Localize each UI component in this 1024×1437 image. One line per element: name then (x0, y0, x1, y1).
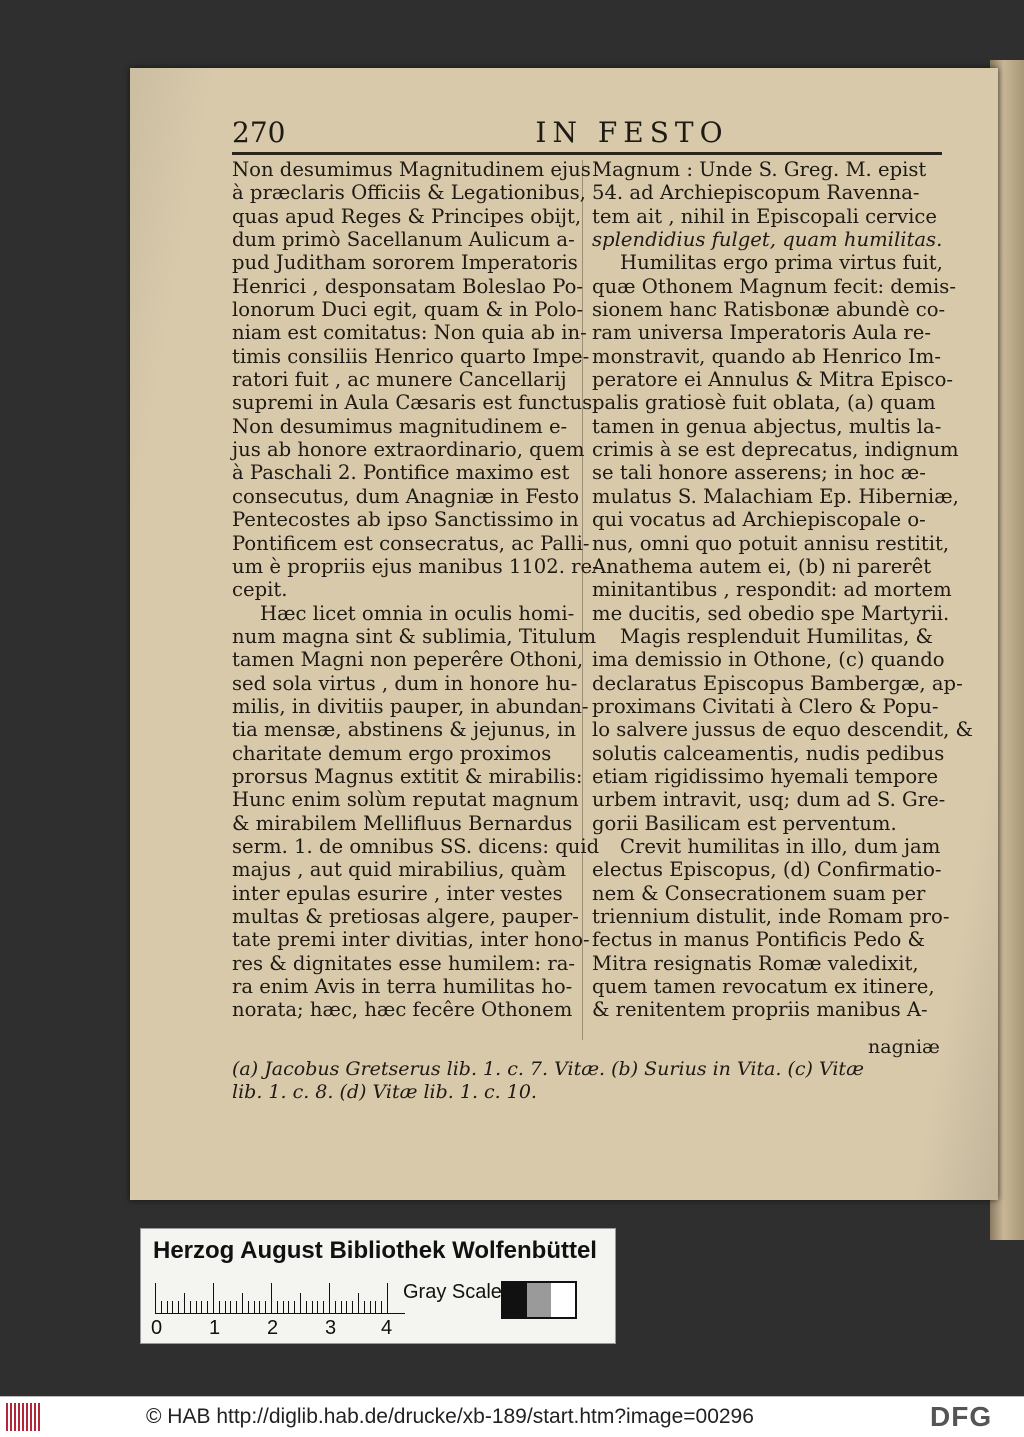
text-line: sed sola virtus , dum in honore hu- (232, 671, 578, 695)
ruler-tick (341, 1301, 342, 1313)
ruler-tick (271, 1283, 272, 1313)
ruler-tick (312, 1301, 313, 1313)
text-line: quas apud Reges & Principes obijt, (232, 204, 582, 228)
ruler-tick (184, 1293, 185, 1313)
text-line: Pontificem est consecratus, ac Palli- (232, 531, 590, 555)
text-line: declaratus Episcopus Bambergæ, ap- (592, 671, 963, 695)
ruler-tick (178, 1301, 179, 1313)
gray-swatch (503, 1283, 527, 1317)
ruler-tick (306, 1301, 307, 1313)
text-line: tia mensæ, abstinens & jejunus, in (232, 718, 576, 742)
book-page (130, 68, 998, 1200)
text-line: etiam rigidissimo hyemali tempore (592, 764, 939, 788)
text-line: Non desumimus magnitudinem e- (232, 414, 568, 438)
text-line: splendidius fulget, quam humilitas. (592, 228, 943, 252)
ruler-tick (329, 1283, 330, 1313)
text-line: tem ait , nihil in Episcopali cervice (592, 204, 937, 228)
ruler-tick (323, 1301, 324, 1313)
ruler-tick (288, 1301, 289, 1313)
text-line: pud Juditham sororem Imperatoris (232, 251, 578, 275)
ruler-tick (225, 1301, 226, 1313)
text-line: Humilitas ergo prima virtus fuit, (620, 251, 943, 275)
ruler-tick (381, 1301, 382, 1313)
text-line: triennium distulit, inde Romam pro- (592, 905, 950, 928)
footnote-line: lib. 1. c. 8. (d) Vitæ lib. 1. c. 10. (232, 1081, 537, 1103)
text-line: tamen Magni non peperêre Othoni, (232, 648, 584, 672)
ruler-tick (346, 1301, 347, 1313)
text-line: Non desumimus Magnitudinem ejus (232, 158, 591, 181)
text-line: jus ab honore extraordinario, quem (232, 438, 585, 462)
text-line: niam est comitatus: Non quia ab in- (232, 321, 587, 345)
ruler-tick (358, 1293, 359, 1313)
ruler-label: 1 (209, 1317, 221, 1339)
text-line: & mirabilem Mellifluus Bernardus (232, 811, 573, 835)
hab-logo-icon (6, 1403, 40, 1431)
catchword: nagniæ (868, 1036, 940, 1058)
text-line: urbem intravit, usq; dum ad S. Gre- (592, 788, 946, 812)
ruler-tick (172, 1301, 173, 1313)
text-line: norata; hæc, hæc fecêre Othonem (232, 998, 573, 1022)
library-name: Herzog August Bibliothek Wolfenbüttel (153, 1237, 597, 1264)
gray-scale-label: Gray Scale (403, 1281, 502, 1303)
text-line: ra enim Avis in terra humilitas ho- (232, 975, 573, 999)
copyright-link[interactable]: © HAB http://diglib.hab.de/drucke/xb-189/start.htm?image=00296 (146, 1405, 754, 1428)
text-line: Magis resplenduit Humilitas, & (620, 624, 934, 648)
ruler-tick (219, 1301, 220, 1313)
text-line: monstravit, quando ab Henrico Im- (592, 344, 941, 368)
text-line: milis, in divitiis pauper, in abundan- (232, 694, 589, 718)
text-line: Crevit humilitas in illo, dum jam (620, 834, 941, 858)
ruler-tick (317, 1301, 318, 1313)
right-text-column (592, 158, 973, 1022)
text-line: electus Episcopus, (d) Confirmatio- (592, 858, 942, 882)
ruler-tick (375, 1301, 376, 1313)
text-line: mulatus S. Malachiam Ep. Hiberniæ, (592, 484, 959, 508)
text-line: qui vocatus ad Archiepiscopale o- (592, 508, 926, 532)
ruler-tick (196, 1301, 197, 1313)
ruler-tick (190, 1301, 191, 1313)
text-line: nus, omni quo potuit annisu restitit, (592, 531, 950, 555)
ruler-tick (207, 1301, 208, 1313)
text-line: ram universa Imperatoris Aula re- (592, 321, 931, 345)
text-line: Henrici , desponsatam Boleslao Po- (232, 274, 584, 298)
ruler-tick (300, 1293, 301, 1313)
ruler-tick (201, 1301, 202, 1313)
text-line: Mitra resignatis Romæ valedixit, (592, 951, 919, 975)
text-line: timis consiliis Henrico quarto Impe- (232, 344, 590, 368)
gray-swatch (527, 1283, 551, 1317)
text-line: minitantibus , respondit: ad mortem (592, 578, 952, 602)
text-line: num magna sint & sublimia, Titulum (232, 624, 597, 648)
text-line: sionem hanc Ratisbonæ abundè co- (592, 298, 946, 322)
text-line: um è propriis ejus manibus 1102. re- (232, 554, 599, 578)
text-line: nem & Consecrationem suam per (592, 881, 926, 905)
ruler-tick (248, 1301, 249, 1313)
text-line: ratori fuit , ac munere Cancellarij (232, 368, 567, 392)
text-line: & renitentem propriis manibus A- (592, 998, 928, 1022)
ruler-tick (259, 1301, 260, 1313)
text-line: solutis calceamentis, nudis pedibus (592, 741, 945, 765)
text-line: tamen in genua abjectus, multis la- (592, 414, 942, 438)
ruler-tick (265, 1301, 266, 1313)
ruler-label: 0 (151, 1317, 163, 1339)
text-line: Hæc licet omnia in oculis homi- (260, 601, 575, 625)
footnotes (232, 1058, 952, 1104)
ruler-tick (242, 1293, 243, 1313)
header-rule (232, 152, 942, 155)
text-line: lo salvere jussus de equo descendit, & (592, 718, 973, 742)
page-number: 270 (232, 116, 286, 149)
text-line: 54. ad Archiepiscopum Ravenna- (592, 181, 920, 205)
ruler-scale (155, 1279, 405, 1314)
ruler-tick (167, 1301, 168, 1313)
text-line: charitate demum ergo proximos (232, 741, 552, 765)
gray-swatch (551, 1283, 575, 1317)
footnote-line: (a) Jacobus Gretserus lib. 1. c. 7. Vitæ. (b) Surius in Vita. (c) Vitæ (232, 1058, 864, 1080)
text-line: me ducitis, sed obedio spe Martyrii. (592, 601, 950, 625)
left-text-column (232, 158, 600, 1022)
text-line: crimis à se est deprecatus, indignum (592, 438, 959, 462)
ruler-tick (254, 1301, 255, 1313)
text-line: cepit. (232, 578, 288, 602)
ruler-tick (236, 1301, 237, 1313)
text-line: prorsus Magnus extitit & mirabilis: (232, 764, 583, 788)
ruler-label: 4 (381, 1317, 393, 1339)
text-line: multas & pretiosas algere, pauper- (232, 905, 579, 928)
ruler-tick (230, 1301, 231, 1313)
text-line: lonorum Duci egit, quam & in Polo- (232, 298, 584, 322)
text-line: res & dignitates esse humilem: ra- (232, 951, 576, 975)
footer-bar (0, 1396, 1024, 1437)
text-line: Pentecostes ab ipso Sanctissimo in (232, 508, 579, 532)
ruler-tick (283, 1301, 284, 1313)
text-line: gorii Basilicam est perventum. (592, 811, 897, 835)
ruler-tick (213, 1283, 214, 1313)
text-line: dum primò Sacellanum Aulicum a- (232, 228, 575, 252)
ruler-tick (370, 1301, 371, 1313)
running-title: IN FESTO (535, 116, 729, 149)
running-head (232, 116, 952, 156)
text-line: quem tamen revocatum ex itinere, (592, 975, 935, 999)
gray-scale-swatches (501, 1281, 577, 1319)
column-divider (582, 160, 583, 1040)
text-line: quæ Othonem Magnum fecit: demis- (592, 274, 956, 298)
text-line: Hunc enim solùm reputat magnum (232, 788, 579, 812)
ruler-tick (277, 1301, 278, 1313)
ruler-tick (294, 1301, 295, 1313)
color-reference-card (140, 1228, 616, 1344)
ruler-tick (352, 1301, 353, 1313)
text-line: palis gratiosè fuit oblata, (a) quam (592, 391, 936, 415)
ruler-tick (155, 1283, 156, 1313)
ruler-tick (387, 1283, 388, 1313)
text-line: fectus in manus Pontificis Pedo & (592, 928, 925, 952)
text-line: supremi in Aula Cæsaris est functus: (232, 391, 599, 415)
ruler-tick (364, 1301, 365, 1313)
text-line: ima demissio in Othone, (c) quando (592, 648, 945, 672)
text-line: inter epulas esurire , inter vestes (232, 881, 563, 905)
text-line: se tali honore asserens; in hoc æ- (592, 461, 926, 485)
ruler-tick (161, 1301, 162, 1313)
text-line: à præclaris Officiis & Legationibus, (232, 181, 586, 205)
text-line: Magnum : Unde S. Greg. M. epist (592, 158, 927, 181)
text-line: peratore ei Annulus & Mitra Episco- (592, 368, 954, 392)
text-line: consecutus, dum Anagniæ in Festo (232, 484, 580, 508)
text-line: proximans Civitati à Clero & Popu- (592, 694, 939, 718)
text-line: à Paschali 2. Pontifice maximo est (232, 461, 570, 485)
text-line: Anathema autem ei, (b) ni parerêt (592, 554, 932, 578)
ruler-tick (335, 1301, 336, 1313)
ruler-label: 3 (325, 1317, 337, 1339)
text-line: majus , aut quid mirabilius, quàm (232, 858, 567, 882)
text-line: serm. 1. de omnibus SS. dicens: quid (232, 834, 600, 858)
ruler-label: 2 (267, 1317, 279, 1339)
text-line: tate premi inter divitias, inter hono- (232, 928, 590, 952)
dfg-logo: DFG (930, 1401, 993, 1432)
